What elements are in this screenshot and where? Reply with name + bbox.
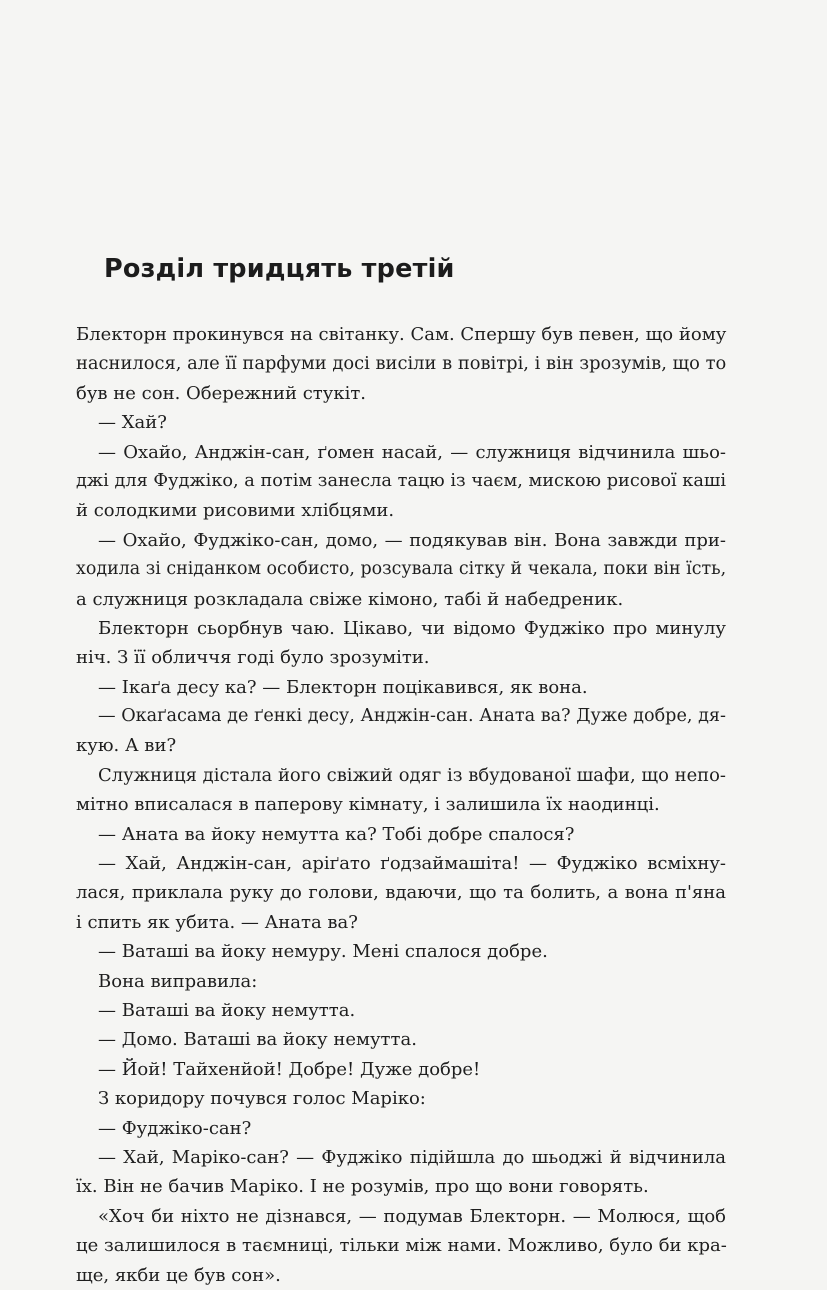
text-line: ще, якби це був сон». <box>76 1264 281 1286</box>
text-line: — Хай? <box>98 412 167 434</box>
text-line: — Аната ва йоку немутта ка? Тобі добре спалося? <box>98 823 575 845</box>
text-line: — Ікаґа десу ка? — Блекторн поцікавився, як вона. <box>98 676 588 698</box>
text-line: а служниця розкладала свіже кімоно, табі й набедреник. <box>76 588 624 610</box>
text-line: Вона виправила: <box>98 970 258 992</box>
body-text <box>76 320 726 1290</box>
text-line: лася, приклала руку до голови, вдаючи, що та болить, а вона п'яна <box>76 882 726 904</box>
text-line: — Ваташі ва йоку немутта. <box>98 999 356 1021</box>
text-line: — Охайо, Фуджіко-сан, домо, — подякував він. Вона завжди при- <box>98 529 726 551</box>
text-line: був не сон. Обережний стукіт. <box>76 382 367 404</box>
text-line: — Хай, Анджін-сан, аріґато ґодзаймашіта! — Фуджіко всміхну- <box>98 853 726 875</box>
text-line: — Йой! Тайхенйой! Добре! Дуже добре! <box>98 1058 481 1080</box>
text-line: — Охайо, Анджін-сан, ґомен насай, — служниця відчинила шьо- <box>98 441 726 463</box>
text-line: і спить як убита. — Аната ва? <box>76 911 358 933</box>
text-line: — Хай, Маріко-сан? — Фуджіко підійшла до шьоджі й відчинила <box>98 1146 726 1168</box>
text-line: З коридору почувся голос Маріко: <box>98 1088 426 1110</box>
text-line: джі для Фуджіко, а потім занесла тацю із чаєм, мискою рисової каші <box>76 470 726 491</box>
text-line: — Фуджіко-сан? <box>98 1117 252 1139</box>
text-line: — Окаґасама де ґенкі десу, Анджін-сан. Аната ва? Дуже добре, дя- <box>98 706 726 727</box>
text-line: наснилося, але її парфуми досі висіли в повітрі, і він зрозумів, що то <box>76 353 727 375</box>
text-line: це залишилося в таємниці, тільки між нами. Можливо, було би кра- <box>76 1235 727 1257</box>
text-line: ходила зі сніданком особисто, розсувала сітку й чекала, поки він їсть, <box>76 559 727 580</box>
text-line: «Хоч би ніхто не дізнався, — подумав Блекторн. — Молюся, щоб <box>98 1205 726 1227</box>
text-line: й солодкими рисовими хлібцями. <box>76 500 395 522</box>
chapter-title: Розділ тридцять третій <box>104 254 455 284</box>
text-line: — Домо. Ваташі ва йоку немутта. <box>98 1029 417 1051</box>
text-line: їх. Він не бачив Маріко. І не розумів, про що вони говорять. <box>76 1176 649 1198</box>
text-line: Служниця дістала його свіжий одяг із вбудованої шафи, що непо- <box>98 764 726 786</box>
text-line: Блекторн прокинувся на світанку. Сам. Спершу був певен, що йому <box>76 324 727 345</box>
text-line: мітно вписалася в паперову кімнату, і залишила їх наодинці. <box>76 794 660 816</box>
text-line: Блекторн сьорбнув чаю. Цікаво, чи відомо Фуджіко про минулу <box>98 617 726 639</box>
text-line: — Ваташі ва йоку немуру. Мені спалося добре. <box>98 941 548 963</box>
text-line: кую. А ви? <box>76 735 177 757</box>
text-line: ніч. З її обличчя годі було зрозуміти. <box>76 647 430 669</box>
